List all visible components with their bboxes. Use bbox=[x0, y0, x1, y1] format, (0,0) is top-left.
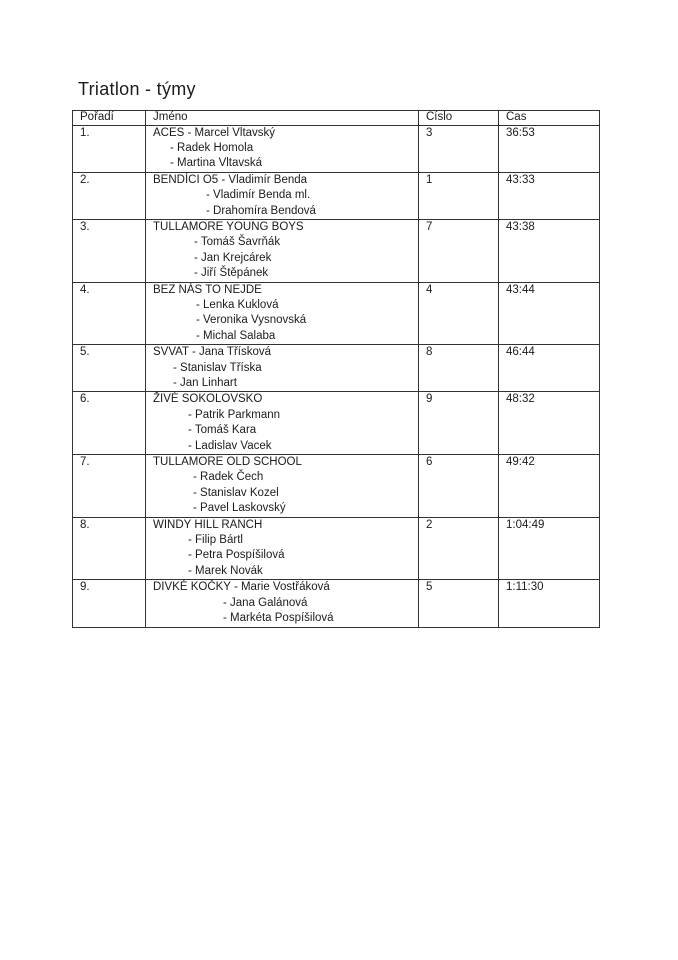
team-cell bbox=[146, 580, 419, 627]
team-cell bbox=[146, 392, 419, 455]
rank-cell: 9. bbox=[73, 580, 146, 627]
number-cell: 1 bbox=[419, 172, 499, 219]
table-row bbox=[73, 282, 600, 345]
team-member: - Pavel Laskovský bbox=[193, 502, 286, 515]
team-name: TULLAMORE OLD SCHOOL bbox=[153, 456, 302, 469]
rank-cell: 1. bbox=[73, 125, 146, 172]
team-member: - Tomáš Kara bbox=[188, 424, 257, 437]
time-cell: 1:11:30 bbox=[499, 580, 600, 627]
team-member: - Martina Vltavská bbox=[170, 157, 263, 170]
table-row bbox=[73, 125, 600, 172]
team-name: SVVAT - Jana Třísková bbox=[153, 346, 272, 359]
team-cell bbox=[146, 172, 419, 219]
team-member: - Marek Novák bbox=[188, 564, 263, 577]
header-row bbox=[73, 111, 600, 126]
team-name: ŽIVÉ SOKOLOVSKO bbox=[153, 393, 263, 406]
header-rank: Pořadí bbox=[73, 111, 146, 126]
time-cell: 36:53 bbox=[499, 125, 600, 172]
team-cell bbox=[146, 517, 419, 580]
header-number: Číslo bbox=[419, 111, 499, 126]
header-time: Čas bbox=[499, 111, 600, 126]
team-member: - Jana Galánová bbox=[223, 596, 308, 609]
team-name: ACES - Marcel Vltavský bbox=[153, 126, 276, 139]
number-cell: 6 bbox=[419, 455, 499, 518]
table-row bbox=[73, 345, 600, 392]
time-cell: 46:44 bbox=[499, 345, 600, 392]
team-name: TULLAMORE YOUNG BOYS bbox=[153, 220, 304, 233]
team-member: - Jan Krejcárek bbox=[194, 251, 272, 264]
team-member: - Markéta Pospíšilová bbox=[223, 612, 334, 625]
time-cell: 1:04:49 bbox=[499, 517, 600, 580]
team-member: - Radek Homola bbox=[170, 141, 254, 154]
number-cell: 2 bbox=[419, 517, 499, 580]
number-cell: 4 bbox=[419, 282, 499, 345]
number-cell: 5 bbox=[419, 580, 499, 627]
number-cell: 7 bbox=[419, 219, 499, 282]
team-member: - Stanislav Tříska bbox=[173, 361, 262, 374]
rank-cell: 7. bbox=[73, 455, 146, 518]
team-name: WINDY HILL RANCH bbox=[153, 518, 263, 531]
number-cell: 9 bbox=[419, 392, 499, 455]
team-cell bbox=[146, 345, 419, 392]
table-body bbox=[73, 125, 600, 627]
page-title: Triatlon - týmy bbox=[78, 79, 196, 99]
team-member: - Stanislav Kozel bbox=[193, 486, 279, 499]
team-cell bbox=[146, 455, 419, 518]
team-member: - Radek Čech bbox=[193, 471, 264, 484]
rank-cell: 4. bbox=[73, 282, 146, 345]
time-cell: 43:44 bbox=[499, 282, 600, 345]
table-row bbox=[73, 219, 600, 282]
team-member: - Ladislav Vacek bbox=[188, 439, 272, 452]
team-member: - Vladimír Benda ml. bbox=[206, 189, 311, 202]
table-row bbox=[73, 580, 600, 627]
number-cell: 8 bbox=[419, 345, 499, 392]
table-row bbox=[73, 172, 600, 219]
team-name: DIVKÉ KOČKY - Marie Vostřáková bbox=[153, 581, 330, 594]
team-member: - Patrik Parkmann bbox=[188, 408, 281, 421]
table-row bbox=[73, 517, 600, 580]
team-member: - Jiří Štěpánek bbox=[194, 267, 269, 280]
header-name: Jméno bbox=[146, 111, 419, 126]
table-row bbox=[73, 392, 600, 455]
team-member: - Veronika Vysnovská bbox=[196, 314, 307, 327]
time-cell: 43:38 bbox=[499, 219, 600, 282]
time-cell: 49:42 bbox=[499, 455, 600, 518]
rank-cell: 8. bbox=[73, 517, 146, 580]
team-member: - Tomáš Šavrňák bbox=[194, 236, 281, 249]
rank-cell: 2. bbox=[73, 172, 146, 219]
team-cell bbox=[146, 282, 419, 345]
time-cell: 43:33 bbox=[499, 172, 600, 219]
rank-cell: 5. bbox=[73, 345, 146, 392]
rank-cell: 3. bbox=[73, 219, 146, 282]
team-member: - Drahomíra Bendová bbox=[206, 204, 316, 217]
number-cell: 3 bbox=[419, 125, 499, 172]
rank-cell: 6. bbox=[73, 392, 146, 455]
team-member: - Lenka Kuklová bbox=[196, 298, 279, 311]
team-cell bbox=[146, 125, 419, 172]
team-cell bbox=[146, 219, 419, 282]
time-cell: 48:32 bbox=[499, 392, 600, 455]
team-member: - Michal Salaba bbox=[196, 329, 276, 342]
table-row bbox=[73, 455, 600, 518]
results-table bbox=[72, 110, 600, 628]
team-name: BENDÍCI O5 - Vladimír Benda bbox=[153, 173, 308, 186]
team-member: - Petra Pospíšilová bbox=[188, 549, 285, 562]
team-name: BEZ NÁS TO NEJDE bbox=[153, 283, 262, 296]
team-member: - Jan Linhart bbox=[173, 377, 237, 389]
team-member: - Filip Bártl bbox=[188, 534, 243, 547]
